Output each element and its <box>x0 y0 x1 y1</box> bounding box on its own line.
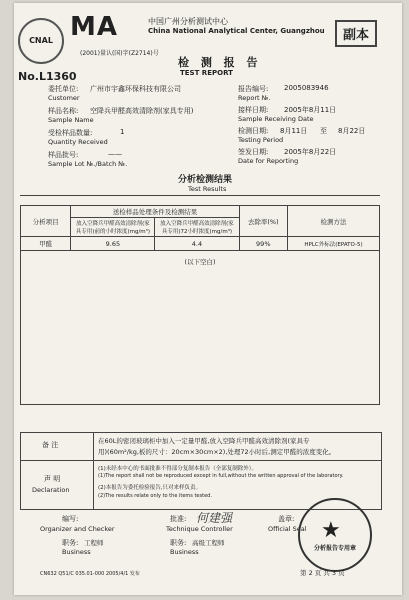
declaration-label-cn: 声 明 <box>44 475 61 483</box>
seal-label: 盖章: <box>278 515 295 523</box>
editor-title: 工程师 <box>84 539 104 547</box>
receipt-label: 接样日期: <box>238 106 269 114</box>
institute-name-en: China National Analytical Center, Guangzhou <box>148 27 325 35</box>
sample-name-label: 样品名称: <box>48 107 79 115</box>
receipt-label-en: Sample Receiving Date <box>238 115 314 123</box>
customer-value: 广州市宇鑫环保科技有限公司 <box>90 85 181 93</box>
remarks-label: 备 注 <box>42 441 59 449</box>
report-no-label: 报告编号: <box>238 85 269 93</box>
receipt-value: 2005年8月11日 <box>284 106 337 114</box>
editor-title-label: 职务: <box>62 539 79 547</box>
editor-label-en: Organizer and Checker <box>40 525 115 533</box>
certificate-number: (2001)量认(国)字(Z2714)号 <box>80 50 159 57</box>
approver-signature: 何建强 <box>196 511 233 525</box>
results-rule <box>20 195 380 196</box>
institute-name-cn: 中国广州分析测试中心 <box>148 17 228 26</box>
declaration-line-2-en: (2)The results relate only to the items tested. <box>98 493 212 499</box>
lot-label: 样品批号: <box>48 151 79 159</box>
issue-label-en: Date for Reporting <box>238 157 299 165</box>
approver-label-en: Technique Controller <box>166 525 233 533</box>
results-title-en: Test Results <box>188 185 227 193</box>
editor-business: Business <box>62 548 91 556</box>
period-to: 8月22日 <box>338 127 366 135</box>
sample-name-value: 空降兵甲醛高效清除剂(家具专用) <box>90 107 194 115</box>
customer-label: 委托单位: <box>48 85 79 93</box>
issue-label: 签发日期: <box>238 148 269 156</box>
results-title-cn: 分析检测结果 <box>178 175 233 185</box>
cma-logo: MA <box>70 12 118 42</box>
approver-label: 批准: <box>170 515 187 523</box>
report-title-en: TEST REPORT <box>180 69 233 77</box>
period-from: 8月11日 <box>280 127 308 135</box>
report-no-value: 2005083946 <box>284 84 329 92</box>
quantity-label-en: Quantity Received <box>48 138 108 146</box>
form-number: CN632 Q51/C 035.01-000 2005/4/1 发布 <box>40 571 140 577</box>
period-to-word: 至 <box>320 127 327 135</box>
remarks-text-2: 用)(60m²/kg,板的尺寸：20cm×30cm×2),处理72小时后,测定甲醛的浓度变化。 <box>98 448 336 456</box>
issue-value: 2005年8月22日 <box>284 148 337 156</box>
col-method-header: 检测方法 <box>288 206 380 237</box>
quantity-label: 受检样品数量: <box>48 129 93 137</box>
copy-stamp: 副本 <box>335 20 377 47</box>
seal-text: 分析报告专用章 <box>314 545 357 552</box>
declaration-line-1: (1)未经本中心的书面批准不得部分复制本报告（全部复制除外）。 <box>98 466 258 472</box>
declaration-line-2: (2)本报告为委托检验报告,只对来样负责。 <box>98 485 202 491</box>
row-item: 甲醛 <box>21 237 71 251</box>
remarks-divider <box>20 460 382 461</box>
group-header: 送检样品处理条件及检测结果 <box>71 206 239 218</box>
seal-label-en: Official Seal <box>268 525 307 533</box>
row-rate: 99% <box>239 237 288 251</box>
col-item-header: 分析项目 <box>21 206 71 237</box>
period-label: 检测日期: <box>238 127 269 135</box>
col-after-header: 放入空降兵甲醛高效清除剂(家具专用)72小时浓度(mg/m³) <box>155 218 239 237</box>
report-title-cn: 检 测 报 告 <box>178 56 262 69</box>
page-number: 第 2 页 共 3 页 <box>300 569 345 577</box>
declaration-line-1-en: (1)The report shall not be reproduced except in full,without the written approval of the laboratory. <box>98 473 344 479</box>
row-before: 9.65 <box>71 237 155 251</box>
remarks-text-1: 在60L的密闭玻璃柜中加入一定量甲醛,放入空降兵甲醛高效清除剂(家具专 <box>98 437 310 445</box>
label-column-divider <box>93 432 94 509</box>
customer-label-en: Customer <box>48 94 80 102</box>
editor-label: 编写: <box>62 515 79 523</box>
report-serial: No.L1360 <box>18 70 77 83</box>
declaration-label-en: Declaration <box>32 486 70 494</box>
col-before-header: 放入空降兵甲醛高效清除剂(家具专用)前的小时浓度(mg/m³) <box>71 218 155 237</box>
cnal-logo: CNAL <box>18 18 64 64</box>
seal-star-icon: ★ <box>321 518 341 543</box>
report-no-label-en: Report №. <box>238 94 271 102</box>
approver-title-label: 职务: <box>170 539 187 547</box>
approver-business: Business <box>170 548 199 556</box>
results-table <box>20 205 380 405</box>
row-method: HPLC外标法(EPATO-5) <box>288 237 380 251</box>
sample-name-label-en: Sample Name <box>48 116 94 124</box>
blank-note: (以下空白) <box>21 251 380 405</box>
approver-title: 高级工程师 <box>192 539 225 547</box>
lot-label-en: Sample Lot №./Batch №. <box>48 160 128 168</box>
lot-value: —— <box>108 150 122 158</box>
row-after: 4.4 <box>155 237 239 251</box>
quantity-value: 1 <box>120 128 125 136</box>
col-rate-header: 去除率(%) <box>239 206 288 237</box>
period-label-en: Testing Period <box>238 136 284 144</box>
